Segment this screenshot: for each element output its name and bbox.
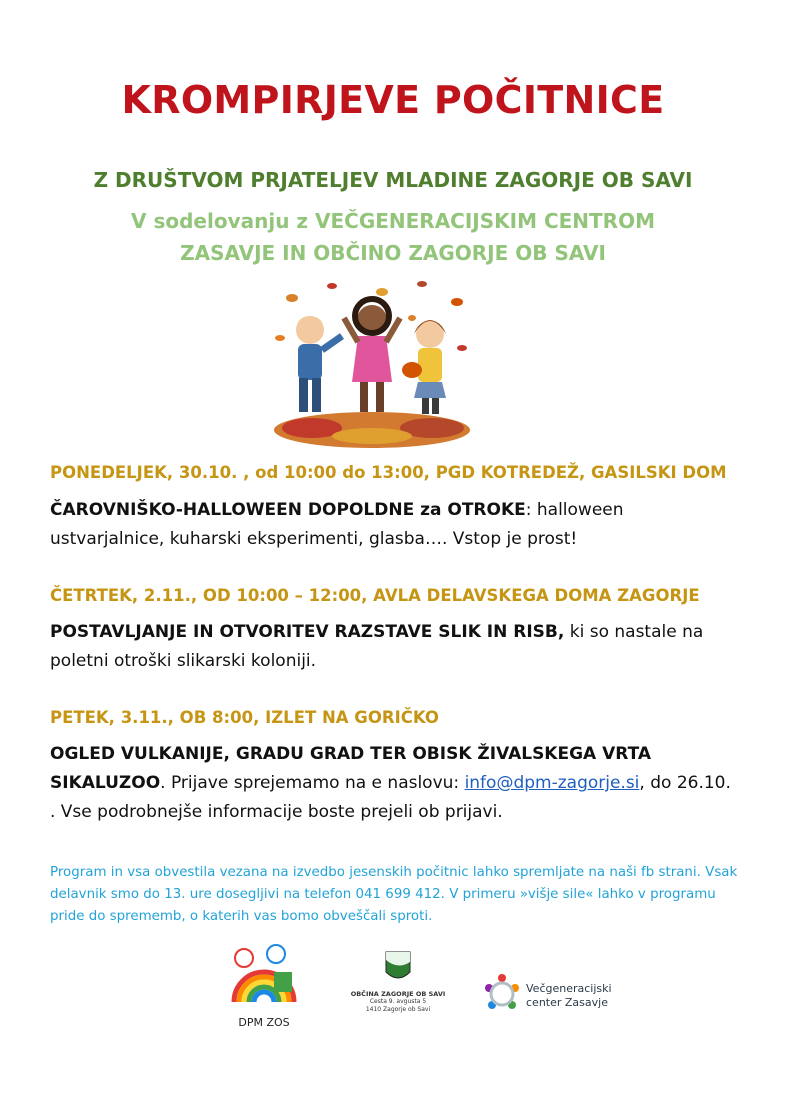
event-2-title: POSTAVLJANJE IN OTVORITEV RAZSTAVE SLIK IN RISB, [50,622,565,642]
page-title: KROMPIRJEVE POČITNICE [121,78,665,122]
girl-right-figure [402,320,446,414]
obcina-coat-of-arms [350,950,446,986]
organizer-subtitle: Z DRUŠTVOM PRJATELJEV MLADINE ZAGORJE OB SAVI [93,168,693,192]
event-1-heading: PONEDELJEK, 30.10. , od 10:00 do 13:00, PGD KOTREDEŽ, GASILSKI DOM [50,463,727,482]
event-3-text-1: . Prijave sprejemamo na e naslovu: [160,773,465,793]
event-3-heading: PETEK, 3.11., OB 8:00, IZLET NA GORIČKO [50,708,439,727]
event-2-heading: ČETRTEK, 2.11., OD 10:00 – 12:00, AVLA DELAVSKEGA DOMA ZAGORJE [50,586,700,605]
vgc-line-2: center Zasavje [526,996,608,1009]
partners-subtitle [0,205,786,269]
event-1-title: ČAROVNIŠKO-HALLOWEEN DOPOLDNE za OTROKE [50,500,526,520]
event-3-text-2: , do 26.10. . Vse podrobnejše informacije boste prejeli ob prijavi. [50,773,731,822]
partners-line-2: ZASAVJE IN OBČINO ZAGORJE OB SAVI [180,241,606,265]
info-notice: Program in vsa obvestila vezana na izvedbo jesenskih počitnic lahko spremljate na naši fb strani. Vsak delavnik smo do 13. ure dosegljivi na telefon 041 699 412. V primeru »višje sile« lahko v programu pride do sprememb, o katerih vas bomo obveščali sproti. [50,865,738,924]
event-2-text: ki so nastale na poletni otroški slikarski koloniji. [50,622,704,671]
dpm-zos-logo [228,942,300,1029]
obcina-street: Cesta 9. avgusta 5 [369,998,427,1005]
partners-line-1: V sodelovanju z VEČGENERACIJSKIM CENTROM [131,209,655,233]
vgc-people-circle-graphic [482,972,522,1016]
obcina-zagorje-logo [350,950,446,1020]
obcina-name: OBČINA ZAGORJE OB SAVI [350,990,446,998]
dpm-zos-logo-graphic [228,942,300,1012]
email-link[interactable]: info@dpm-zagorje.si [464,773,640,793]
boy-figure [296,316,342,412]
event-1-description [50,496,740,554]
vgc-zasavje-logo [482,972,612,1022]
event-2-description [50,618,740,676]
vgc-name [526,982,612,1010]
event-3-description [50,740,740,827]
obcina-city: 1410 Zagorje ob Savi [365,1006,431,1013]
event-1-text: : halloween ustvarjalnice, kuharski eksperimenti, glasba…. Vstop je prost! [50,500,624,549]
leaf-pile [274,412,470,448]
dpm-zos-label: DPM ZOS [238,1016,290,1029]
event-3-title: OGLED VULKANIJE, GRADU GRAD TER OBISK ŽIVALSKEGA VRTA SIKALUZOO [50,744,652,793]
vgc-line-1: Večgeneracijski [526,982,612,995]
children-autumn-leaves-illustration [272,278,472,448]
girl-middle-figure [344,299,400,412]
